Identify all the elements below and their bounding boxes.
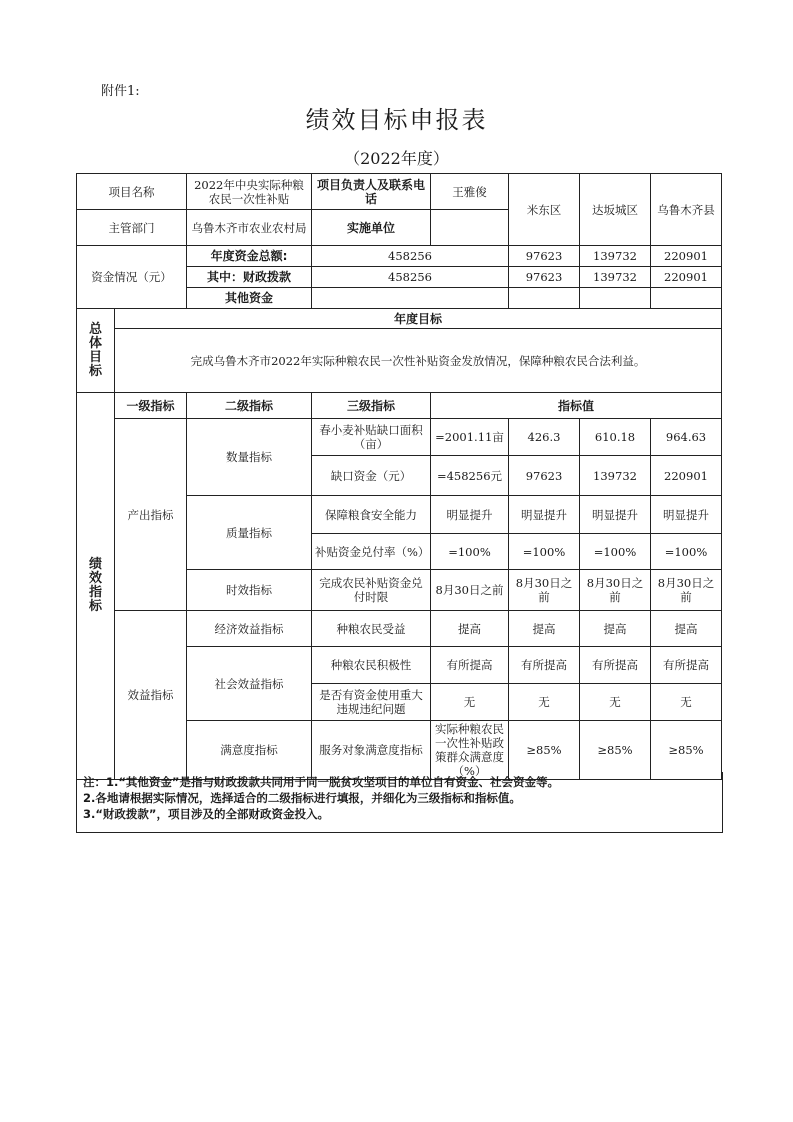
funds-other-label: 其他资金 xyxy=(187,288,312,309)
row-security-dabancheng: 明显提升 xyxy=(580,496,651,534)
impl-value xyxy=(431,210,509,246)
row-enthusiasm-county: 有所提高 xyxy=(651,647,722,684)
region-dabancheng: 达坂城区 xyxy=(580,174,651,246)
row-gap-mido: 97623 xyxy=(509,456,580,496)
row-gap-name: 缺口资金（元） xyxy=(312,456,431,496)
benefit-indicator-label: 效益指标 xyxy=(115,611,187,780)
row-security-mido: 明显提升 xyxy=(509,496,580,534)
funds-total-value: 458256 xyxy=(312,246,509,267)
row-rate-county: =100% xyxy=(651,534,722,570)
row-satisfaction-name: 实际种粮农民一次性补贴政策群众满意度（%） xyxy=(431,721,509,780)
row-rate-total: =100% xyxy=(431,534,509,570)
region-urumqi-county: 乌鲁木齐县 xyxy=(651,174,722,246)
row-wheat-dabancheng: 610.18 xyxy=(580,419,651,456)
row-rate-dabancheng: =100% xyxy=(580,534,651,570)
dept-value: 乌鲁木齐市农业农村局 xyxy=(187,210,312,246)
contact-value: 王雅俊 xyxy=(431,174,509,210)
satisfaction-indicator-label: 满意度指标 xyxy=(187,721,312,780)
row-enthusiasm-mido: 有所提高 xyxy=(509,647,580,684)
row-violation-total: 无 xyxy=(431,684,509,721)
funds-other-mido xyxy=(509,288,580,309)
row-timely-dabancheng: 8月30日之前 xyxy=(580,570,651,611)
row-enthusiasm-dabancheng: 有所提高 xyxy=(580,647,651,684)
row-security-total: 明显提升 xyxy=(431,496,509,534)
note-3: 3.“财政拨款”，项目涉及的全部财政资金投入。 xyxy=(83,807,329,821)
overall-goal-side-label: 总体目标 xyxy=(77,309,115,393)
col-level3: 三级指标 xyxy=(312,393,431,419)
row-farmers-mido: 提高 xyxy=(509,611,580,647)
funds-fiscal-value: 458256 xyxy=(312,267,509,288)
social-indicator-label: 社会效益指标 xyxy=(187,647,312,721)
funds-total-label: 年度资金总额: xyxy=(187,246,312,267)
row-wheat-county: 964.63 xyxy=(651,419,722,456)
region-mido: 米东区 xyxy=(509,174,580,246)
row-security-name: 保障粮食安全能力 xyxy=(312,496,431,534)
row-enthusiasm-name: 种粮农民积极性 xyxy=(312,647,431,684)
contact-label: 项目负责人及联系电话 xyxy=(312,174,431,210)
row-security-county: 明显提升 xyxy=(651,496,722,534)
annual-goal-text: 完成乌鲁木齐市2022年实际种粮农民一次性补贴资金发放情况，保障种粮农民合法利益。 xyxy=(115,329,722,393)
note-1: 注：1.“其他资金”是指与财政拨款共同用于同一脱贫攻坚项目的单位自有资金、社会资金等。 xyxy=(83,775,559,789)
funds-total-mido: 97623 xyxy=(509,246,580,267)
row-gap-dabancheng: 139732 xyxy=(580,456,651,496)
notes-box xyxy=(76,772,723,833)
row-wheat-mido: 426.3 xyxy=(509,419,580,456)
col-value: 指标值 xyxy=(431,393,722,419)
row-timely-mido: 8月30日之前 xyxy=(509,570,580,611)
dept-label: 主管部门 xyxy=(77,210,187,246)
funds-fiscal-label: 其中：财政拨款 xyxy=(187,267,312,288)
row-rate-mido: =100% xyxy=(509,534,580,570)
row-satisfaction-mido: ≥85% xyxy=(580,721,651,780)
economic-indicator-label: 经济效益指标 xyxy=(187,611,312,647)
attachment-label: 附件1: xyxy=(101,84,140,99)
service-satisfaction-label: 服务对象满意度指标 xyxy=(312,721,431,780)
project-name-value: 2022年中央实际种粮农民一次性补贴 xyxy=(187,174,312,210)
row-satisfaction-total: ≥85% xyxy=(509,721,580,780)
row-farmers-total: 提高 xyxy=(431,611,509,647)
row-timely-county: 8月30日之前 xyxy=(651,570,722,611)
row-rate-name: 补贴资金兑付率（%） xyxy=(312,534,431,570)
row-gap-total: =458256元 xyxy=(431,456,509,496)
indicators-side-label: 绩效指标 xyxy=(77,393,115,780)
funds-fiscal-mido: 97623 xyxy=(509,267,580,288)
funds-fiscal-county: 220901 xyxy=(651,267,722,288)
funds-total-county: 220901 xyxy=(651,246,722,267)
time-indicator-label: 时效指标 xyxy=(187,570,312,611)
row-violation-dabancheng: 无 xyxy=(580,684,651,721)
row-gap-county: 220901 xyxy=(651,456,722,496)
row-timely-name: 完成农民补贴资金兑付时限 xyxy=(312,570,431,611)
funds-other-county xyxy=(651,288,722,309)
page-title: 绩效目标申报表 xyxy=(305,106,488,134)
row-timely-total: 8月30日之前 xyxy=(431,570,509,611)
row-farmers-county: 提高 xyxy=(651,611,722,647)
performance-table xyxy=(76,173,722,780)
annual-goal-header: 年度目标 xyxy=(115,309,722,329)
row-farmers-name: 种粮农民受益 xyxy=(312,611,431,647)
funds-other-dabancheng xyxy=(580,288,651,309)
row-violation-county: 无 xyxy=(651,684,722,721)
col-level1: 一级指标 xyxy=(115,393,187,419)
col-level2: 二级指标 xyxy=(187,393,312,419)
note-2: 2.各地请根据实际情况，选择适合的二级指标进行填报，并细化为三级指标和指标值。 xyxy=(83,791,521,805)
row-violation-name: 是否有资金使用重大违规违纪问题 xyxy=(312,684,431,721)
row-violation-mido: 无 xyxy=(509,684,580,721)
funds-total-dabancheng: 139732 xyxy=(580,246,651,267)
row-farmers-dabancheng: 提高 xyxy=(580,611,651,647)
funds-other-value xyxy=(312,288,509,309)
quality-indicator-label: 质量指标 xyxy=(187,496,312,570)
row-enthusiasm-total: 有所提高 xyxy=(431,647,509,684)
project-name-label: 项目名称 xyxy=(77,174,187,210)
funds-fiscal-dabancheng: 139732 xyxy=(580,267,651,288)
quantity-indicator-label: 数量指标 xyxy=(187,419,312,496)
impl-label: 实施单位 xyxy=(312,210,431,246)
row-satisfaction-dabancheng: ≥85% xyxy=(651,721,722,780)
row-wheat-total: =2001.11亩 xyxy=(431,419,509,456)
row-wheat-name: 春小麦补贴缺口面积（亩） xyxy=(312,419,431,456)
funds-label: 资金情况（元） xyxy=(77,246,187,309)
year-label: （2022年度） xyxy=(344,149,449,168)
output-indicator-label: 产出指标 xyxy=(115,419,187,611)
